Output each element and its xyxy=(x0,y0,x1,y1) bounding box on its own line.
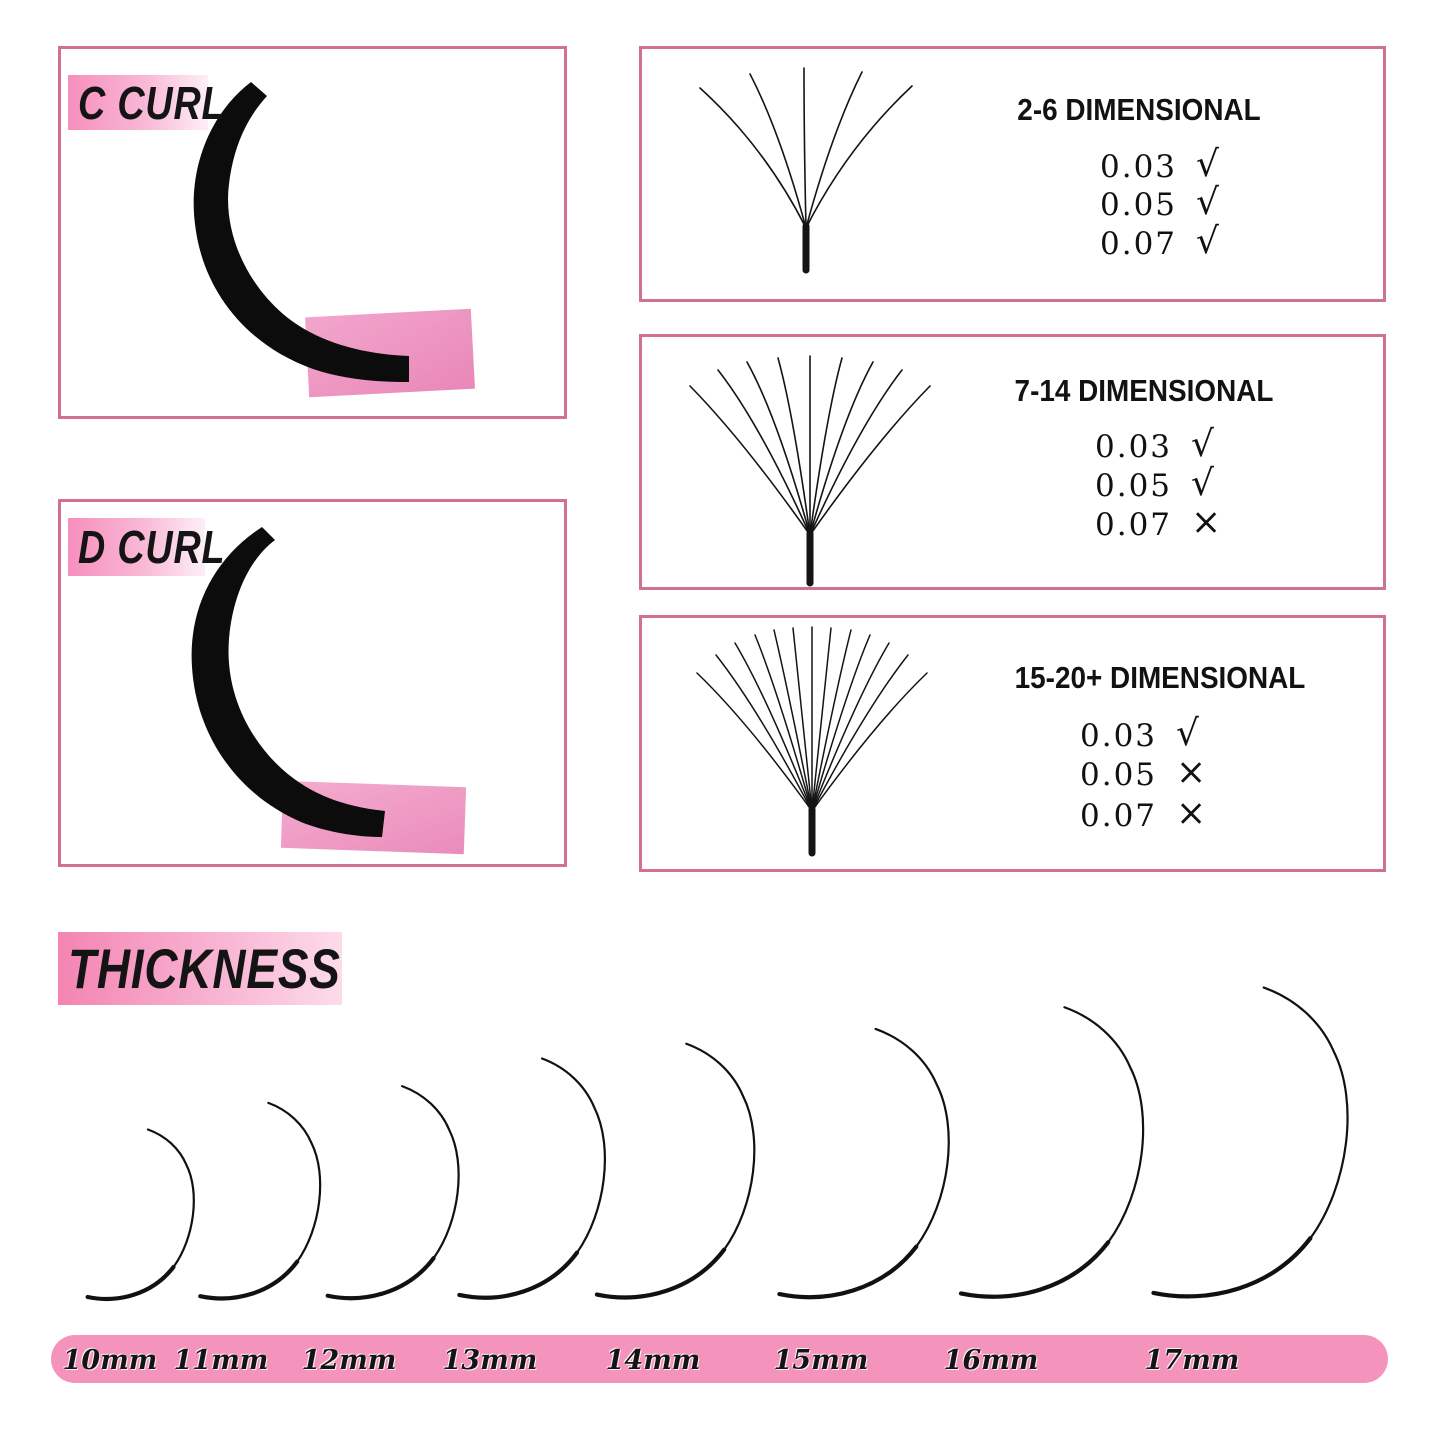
d-curl-card xyxy=(58,499,567,867)
length-label-16mm: 16mm xyxy=(943,1345,1039,1376)
thickness-value: 0.05 xyxy=(1100,187,1178,223)
cross-mark: × xyxy=(1176,752,1207,793)
length-label-15mm: 15mm xyxy=(773,1345,869,1376)
lash-curve-17mm xyxy=(1145,983,1357,1302)
dim-row xyxy=(1100,182,1219,223)
check-mark: √ xyxy=(1191,463,1214,504)
thickness-value: 0.07 xyxy=(1080,798,1158,834)
lash-curve-14mm xyxy=(590,1040,762,1302)
dim-row xyxy=(1100,221,1219,262)
lash-curve-16mm xyxy=(953,1003,1152,1302)
c-curl-card xyxy=(58,46,567,419)
fan-illustration-15-20 xyxy=(695,625,940,855)
thickness-heading: THICKNESS xyxy=(68,937,341,1000)
fan-illustration-7-14 xyxy=(685,352,935,587)
thickness-value: 0.05 xyxy=(1095,468,1173,504)
lash-curve-11mm xyxy=(195,1100,326,1302)
dimensional-title-2-6: 2-6 DIMENSIONAL xyxy=(1017,92,1261,127)
cross-mark: × xyxy=(1191,502,1222,543)
lash-curve-13mm xyxy=(453,1055,612,1302)
dimensional-title-7-14: 7-14 DIMENSIONAL xyxy=(1014,373,1274,408)
lash-curve-12mm xyxy=(322,1083,465,1302)
dim-row xyxy=(1095,463,1214,504)
d-curl-label: D CURL xyxy=(78,521,226,573)
check-mark: √ xyxy=(1196,182,1219,223)
check-mark: √ xyxy=(1196,144,1219,185)
lash-curve-10mm xyxy=(83,1127,199,1302)
check-mark: √ xyxy=(1176,713,1199,754)
fan-illustration-2-6 xyxy=(690,62,925,277)
dim-row xyxy=(1100,144,1219,185)
length-label-12mm: 12mm xyxy=(301,1345,397,1376)
thickness-value: 0.05 xyxy=(1080,757,1158,793)
thickness-value: 0.03 xyxy=(1080,718,1158,754)
thickness-value: 0.07 xyxy=(1100,226,1178,262)
cross-mark: × xyxy=(1176,793,1207,834)
length-label-11mm: 11mm xyxy=(173,1345,269,1376)
lash-curve-15mm xyxy=(772,1025,957,1302)
dim-row xyxy=(1095,502,1222,543)
thickness-value: 0.03 xyxy=(1100,149,1178,185)
c-curl-label-chip xyxy=(68,75,226,130)
dimensional-title-15-20: 15-20+ DIMENSIONAL xyxy=(1014,660,1306,695)
dim-row xyxy=(1080,752,1207,793)
dim-row xyxy=(1095,424,1214,465)
c-curl-label: C CURL xyxy=(78,76,226,129)
thickness-value: 0.03 xyxy=(1095,429,1173,465)
thickness-heading-chip xyxy=(58,932,342,1005)
length-label-14mm: 14mm xyxy=(605,1345,701,1376)
length-label-13mm: 13mm xyxy=(442,1345,538,1376)
dim-row xyxy=(1080,713,1199,754)
dim-row xyxy=(1080,793,1207,834)
length-label-17mm: 17mm xyxy=(1144,1345,1240,1376)
thickness-value: 0.07 xyxy=(1095,507,1173,543)
length-label-10mm: 10mm xyxy=(62,1345,158,1376)
d-curl-label-chip xyxy=(68,518,226,576)
check-mark: √ xyxy=(1196,221,1219,262)
check-mark: √ xyxy=(1191,424,1214,465)
